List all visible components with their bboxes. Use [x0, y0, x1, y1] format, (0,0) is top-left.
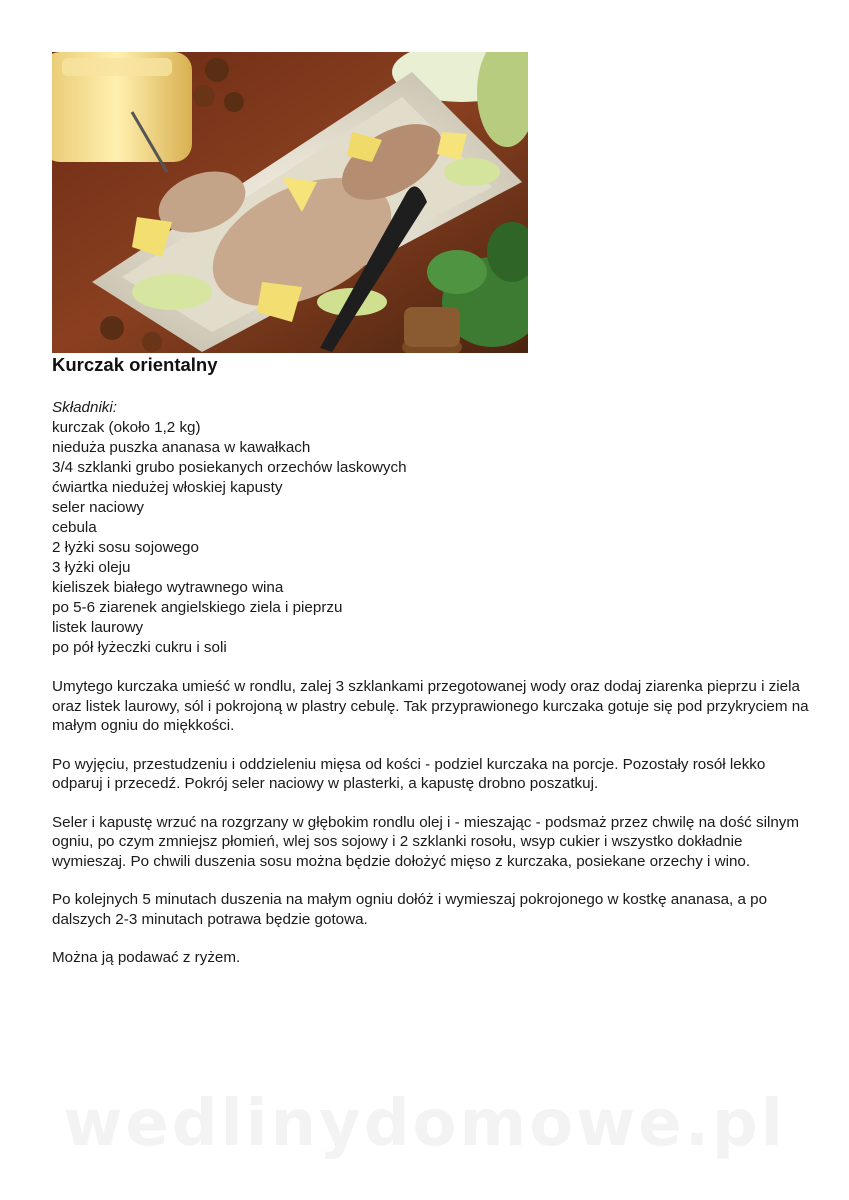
ingredient-item: seler naciowy	[52, 499, 145, 516]
dish-photo	[52, 52, 528, 353]
watermark: wedlinydomowe.pl	[63, 1087, 786, 1161]
step-paragraph: Seler i kapustę wrzuć na rozgrzany w głębokim rondlu olej i - mieszając - podsmaż przez chwilę na dość silnym ogniu, po czym zmniejsz płomień, wlej sos sojowy i 2 szklanki rosołu, wsyp cukier i wszystko dokładnie wymieszaj. Po chwili duszenia sosu można będzie dołożyć mięso z kurczaka, posiekane orzechy i wino.	[52, 813, 800, 870]
step-paragraph: Po kolejnych 5 minutach duszenia na małym ogniu dołóż i wymieszaj pokrojonego w kostkę ananasa, a po dalszych 2-3 minutach potrawa będzie gotowa.	[52, 891, 768, 928]
ingredients-section	[52, 398, 407, 658]
ingredient-item: kieliszek białego wytrawnego wina	[52, 579, 284, 596]
ingredient-item: 2 łyżki sosu sojowego	[52, 539, 199, 556]
step-paragraph: Umytego kurczaka umieść w rondlu, zalej 3 szklankami przegotowanej wody oraz dodaj ziarenka pieprzu i ziela oraz listek laurowy, sól i pokrojoną w plastry cebulę. Tak przyprawionego kurczaka gotuje się pod przykryciem na małym ogniu do miękkości.	[52, 678, 809, 734]
step-paragraph: Po wyjęciu, przestudzeniu i oddzieleniu mięsa od kości - podziel kurczaka na porcje. Pozostały rosół lekko odparuj i przecedź. Pokrój seler naciowy w plasterki, a kapustę drobno poszatkuj.	[52, 755, 766, 792]
ingredient-item: 3/4 szklanki grubo posiekanych orzechów laskowych	[52, 459, 407, 476]
recipe-title: Kurczak orientalny	[52, 354, 218, 375]
ingredient-item: nieduża puszka ananasa w kawałkach	[52, 439, 311, 456]
ingredient-item: cebula	[52, 519, 97, 536]
ingredient-item: 3 łyżki oleju	[52, 559, 131, 576]
preparation-steps	[52, 677, 812, 987]
ingredient-item: po 5-6 ziarenek angielskiego ziela i pieprzu	[52, 599, 343, 616]
ingredients-list	[52, 418, 407, 658]
ingredient-item: listek laurowy	[52, 619, 144, 636]
ingredient-item: kurczak (około 1,2 kg)	[52, 419, 201, 436]
step-paragraph: Można ją podawać z ryżem.	[52, 949, 241, 966]
ingredient-item: ćwiartka niedużej włoskiej kapusty	[52, 479, 283, 496]
ingredients-label: Składniki:	[52, 399, 117, 416]
ingredient-item: po pół łyżeczki cukru i soli	[52, 639, 227, 656]
